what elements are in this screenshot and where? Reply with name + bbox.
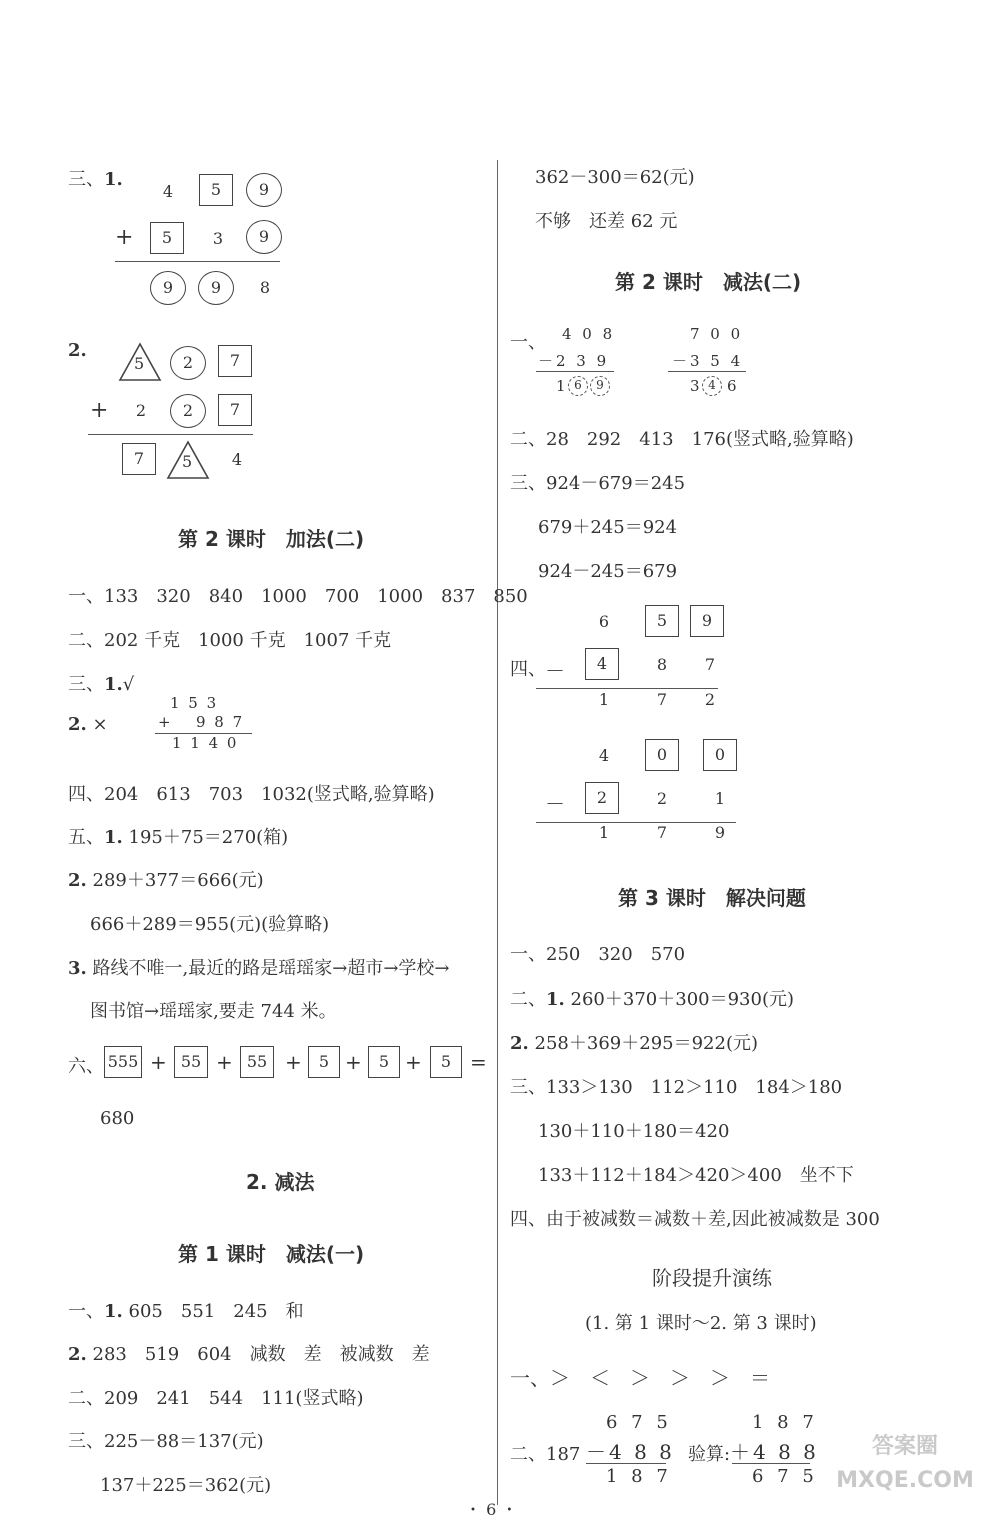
answer-line: 2. × (68, 714, 108, 735)
puzzle-circle: 9 (246, 220, 282, 254)
sum-box: 5 (308, 1046, 340, 1078)
column-divider (497, 160, 498, 1505)
puzzle-box: 7 (218, 394, 252, 426)
sum-box: 55 (240, 1046, 274, 1078)
answer-line: 924－245＝679 (538, 561, 678, 582)
puzzle-digit: 1 (598, 690, 610, 709)
puzzle-digit: 4 (231, 450, 243, 469)
plus-sign: + (285, 1050, 302, 1074)
answer-line: 666＋289＝955(元)(验算略) (90, 914, 330, 935)
puzzle-digit: 7 (656, 823, 668, 842)
triangle-digit: 5 (182, 452, 193, 471)
answer-line: 四、由于被减数＝减数＋差,因此被减数是 300 (510, 1209, 880, 1230)
puzzle-digit: 2 (704, 690, 716, 709)
plus-sign: + (216, 1050, 233, 1074)
heading-stage-practice: 阶段提升演练 (652, 1266, 772, 1290)
puzzle-digit: 7 (656, 690, 668, 709)
vertical-add-mid: 9 8 7 (196, 713, 245, 731)
sum-line (732, 1463, 810, 1464)
puzzle-circle: 2 (170, 394, 206, 428)
vertical-sub-top: 4 0 8 (562, 325, 616, 343)
answer-line: 二、187 (510, 1444, 581, 1465)
answer-line: 二、209 241 544 111(竖式略) (68, 1388, 364, 1409)
heading-problem-solving: 第 3 课时 解决问题 (618, 886, 806, 910)
section-4-label: 四、 (510, 659, 546, 680)
heading-addition-2: 第 2 课时 加法(二) (178, 527, 365, 551)
answer-line: 2. 283 519 604 减数 差 被减数 差 (68, 1344, 430, 1365)
triangle-digit: 5 (134, 354, 145, 373)
puzzle-box: 0 (703, 739, 737, 771)
puzzle-box: 7 (122, 443, 156, 475)
plus-sign: + (150, 1050, 167, 1074)
answer-line: 362－300＝62(元) (535, 167, 695, 188)
puzzle-circle: 9 (150, 271, 186, 305)
page-number: ・ 6 ・ (465, 1500, 518, 1519)
puzzle-digit: 2 (135, 401, 147, 420)
sum-box: 55 (174, 1046, 208, 1078)
answer-line: 二、1. 260＋370＋300＝930(元) (510, 989, 795, 1010)
answer-line: 三、225－88＝137(元) (68, 1431, 264, 1452)
answer-line: 2. 289＋377＝666(元) (68, 870, 264, 891)
answer-line: 二、202 千克 1000 千克 1007 千克 (68, 630, 392, 651)
answer-line: 三、924－679＝245 (510, 473, 686, 494)
section-1-label: 一、 (510, 332, 546, 353)
puzzle-box: 9 (690, 605, 724, 637)
answer-line: 2. 258＋369＋295＝922(元) (510, 1033, 759, 1054)
answer-line: 130＋110＋180＝420 (538, 1121, 730, 1142)
answer-line: 二、28 292 413 176(竖式略,验算略) (510, 429, 854, 450)
puzzle-digit: 2 (656, 789, 668, 808)
puzzle-box: 5 (150, 222, 184, 254)
vertical-add-result: 1 1 4 0 (172, 734, 239, 752)
plus-sign: + (405, 1050, 422, 1074)
flower-digit: 4 (702, 376, 722, 396)
heading-stage-range: (1. 第 1 课时～2. 第 3 课时) (585, 1313, 817, 1334)
sum-line (88, 434, 253, 435)
puzzle-circle: 2 (170, 346, 206, 380)
puzzle-digit: 7 (704, 655, 716, 674)
sum-line (536, 371, 614, 372)
plus-sign: + (345, 1050, 362, 1074)
sum-box: 555 (104, 1046, 142, 1078)
puzzle-box: 2 (585, 782, 619, 814)
puzzle-2-label: 2. (68, 340, 87, 361)
puzzle-digit: 4 (598, 746, 610, 765)
puzzle-box: 4 (585, 648, 619, 680)
puzzle-circle: 9 (198, 271, 234, 305)
vertical-sub-top: 7 0 0 (690, 325, 744, 343)
vertical-add-mid: ＋4 8 8 (730, 1440, 819, 1464)
puzzle-digit: 1 (714, 789, 726, 808)
vertical-sub-top: 6 7 5 (606, 1412, 672, 1433)
sum-box: 5 (368, 1046, 400, 1078)
puzzle-box: 0 (645, 739, 679, 771)
sum-line (536, 688, 718, 689)
answer-line: 三、1.√ (68, 674, 135, 695)
check-label: 验算: (688, 1444, 731, 1465)
minus-sign: － (545, 659, 565, 683)
sum-line (536, 822, 736, 823)
sum-line (668, 371, 746, 372)
vertical-add-op: + (158, 713, 171, 731)
sum-line (586, 1463, 666, 1464)
puzzle-digit: 3 (212, 229, 224, 248)
equals-sign: = (470, 1050, 487, 1074)
puzzle-box: 7 (218, 345, 252, 377)
vertical-sub-result: 1 (556, 377, 566, 395)
answer-line: 137＋225＝362(元) (100, 1475, 272, 1496)
vertical-add-top: 1 8 7 (752, 1412, 818, 1433)
puzzle-digit: 6 (598, 612, 610, 631)
vertical-add-result: 6 7 5 (752, 1466, 818, 1487)
answer-line: 不够 还差 62 元 (535, 211, 678, 232)
puzzle-digit: 4 (162, 182, 174, 201)
answer-line: 3. 路线不唯一,最近的路是瑶瑶家→超市→学校→ (68, 958, 450, 979)
plus-sign: + (115, 225, 134, 250)
heading-subtraction-1: 第 1 课时 减法(一) (178, 1242, 365, 1266)
heading-subtraction: 2. 减法 (246, 1170, 315, 1194)
section-6-label: 六、 (68, 1056, 104, 1077)
watermark: 答案圈 MXQE.COM (836, 1434, 974, 1493)
vertical-sub-result: 1 8 7 (606, 1466, 672, 1487)
answer-line: 679＋245＝924 (538, 517, 678, 538)
answer-line: 一、＞ ＜ ＞ ＞ ＞ ＝ (510, 1366, 770, 1390)
puzzle-circle: 9 (246, 173, 282, 207)
answer-line: 一、250 320 570 (510, 944, 686, 965)
flower-digit: 9 (590, 376, 610, 396)
flower-digit: 6 (568, 376, 588, 396)
vertical-sub-mid: －2 3 9 (538, 352, 610, 370)
puzzle-digit: 8 (656, 655, 668, 674)
vertical-sub-mid: －4 8 8 (586, 1440, 675, 1464)
vertical-sub-mid: －3 5 4 (672, 352, 744, 370)
puzzle-digit: 8 (259, 278, 271, 297)
minus-sign: － (545, 792, 565, 816)
vertical-sub-result: 3 (690, 377, 700, 395)
answer-line: 图书馆→瑶瑶家,要走 744 米。 (90, 1001, 337, 1022)
sum-box: 5 (430, 1046, 462, 1078)
puzzle-box: 5 (645, 605, 679, 637)
sum-result: 680 (100, 1108, 135, 1129)
answer-line: 五、1. 195＋75＝270(箱) (68, 827, 289, 848)
vertical-sub-result: 6 (727, 377, 737, 395)
puzzle-digit: 1 (598, 823, 610, 842)
answer-line: 三、133＞130 112＞110 184＞180 (510, 1077, 843, 1098)
vertical-add-top: 1 5 3 (170, 694, 219, 712)
answer-line: 一、1. 605 551 245 和 (68, 1301, 304, 1322)
section-3-label: 三、1. (68, 169, 123, 190)
puzzle-digit: 9 (714, 823, 726, 842)
heading-subtraction-2: 第 2 课时 减法(二) (615, 270, 802, 294)
answer-line: 133＋112＋184＞420＞400 坐不下 (538, 1165, 854, 1186)
answer-line: 四、204 613 703 1032(竖式略,验算略) (68, 784, 435, 805)
sum-line (115, 261, 280, 262)
puzzle-box: 5 (199, 174, 233, 206)
answer-line: 一、133 320 840 1000 700 1000 837 850 (68, 586, 528, 607)
plus-sign: + (90, 398, 109, 423)
